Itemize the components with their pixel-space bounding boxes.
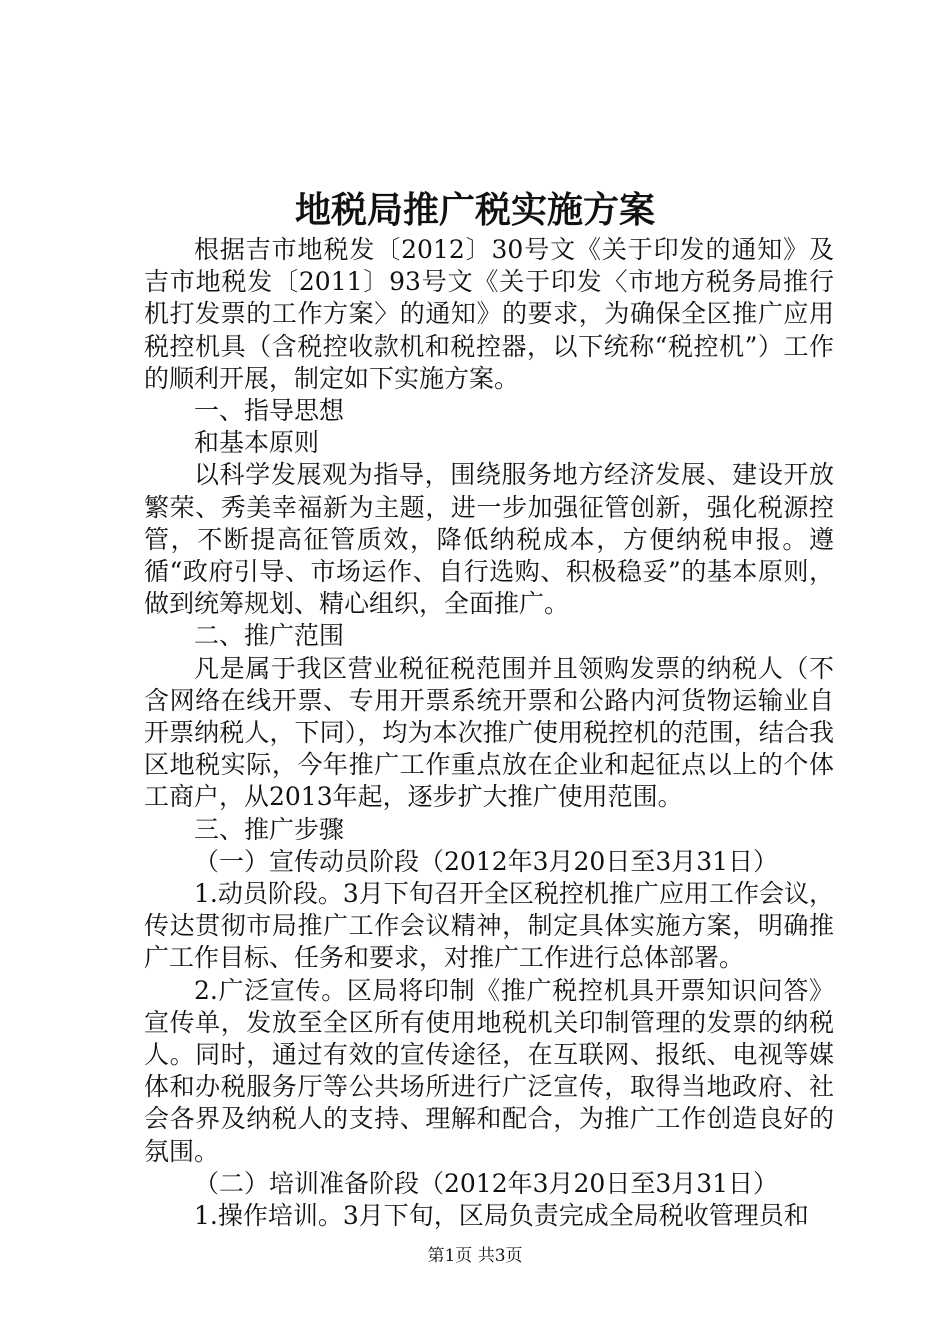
heading-guiding-thought: 一、指导思想 xyxy=(194,396,345,426)
document-body xyxy=(144,234,834,1232)
heading-training-stage: （二）培训准备阶段（2012年3月20日至3月31日） xyxy=(194,1168,779,1198)
heading-steps: 三、推广步骤 xyxy=(194,814,345,844)
heading-publicity-stage: （一）宣传动员阶段（2012年3月20日至3月31日） xyxy=(194,846,779,876)
heading-basic-principles: 和基本原则 xyxy=(194,428,320,458)
paragraph-intro: 根据吉市地税发〔2012〕30号文《关于印发的通知》及吉市地税发〔2011〕93号文《关于印发〈市地方税务局推行机打发票的工作方案〉的通知》的要求，为确保全区推广应用税控机具（含税控收款机和税控器，以下统称“税控机”）工作的顺利开展，制定如下实施方案。 xyxy=(144,235,834,393)
heading-scope: 二、推广范围 xyxy=(194,621,345,651)
paragraph-training: 1.操作培训。3月下旬，区局负责完成全局税收管理员和 xyxy=(194,1201,809,1231)
paragraph-principles: 以科学发展观为指导，围绕服务地方经济发展、建设开放繁荣、秀美幸福新为主题，进一步加强征管创新，强化税源控管，不断提高征管质效，降低纳税成本，方便纳税申报。遵循“政府引导、市场运作、自行选购、积极稳妥”的基本原则，做到统筹规划、精心组织，全面推广。 xyxy=(144,460,834,619)
paragraph-mobilization: 1.动员阶段。3月下旬召开全区税控机推广应用工作会议，传达贯彻市局推广工作会议精神，制定具体实施方案，明确推广工作目标、任务和要求，对推广工作进行总体部署。 xyxy=(144,879,834,973)
document-title: 地税局推广税实施方案 xyxy=(294,189,655,231)
page-number-footer: 第1页 共3页 xyxy=(427,1246,523,1266)
paragraph-publicity: 2.广泛宣传。区局将印制《推广税控机具开票知识问答》宣传单，发放至全区所有使用地税机关印制管理的发票的纳税人。同时，通过有效的宣传途径，在互联网、报纸、电视等媒体和办税服务厅等公共场所进行广泛宣传，取得当地政府、社会各界及纳税人的支持、理解和配合，为推广工作创造良好的氛围。 xyxy=(144,975,834,1166)
paragraph-scope: 凡是属于我区营业税征税范围并且领购发票的纳税人（不含网络在线开票、专用开票系统开票和公路内河货物运输业自开票纳税人，下同），均为本次推广使用税控机的范围，结合我区地税实际，今年推广工作重点放在企业和起征点以上的个体工商户，从2013年起，逐步扩大推广使用范围。 xyxy=(144,653,834,812)
